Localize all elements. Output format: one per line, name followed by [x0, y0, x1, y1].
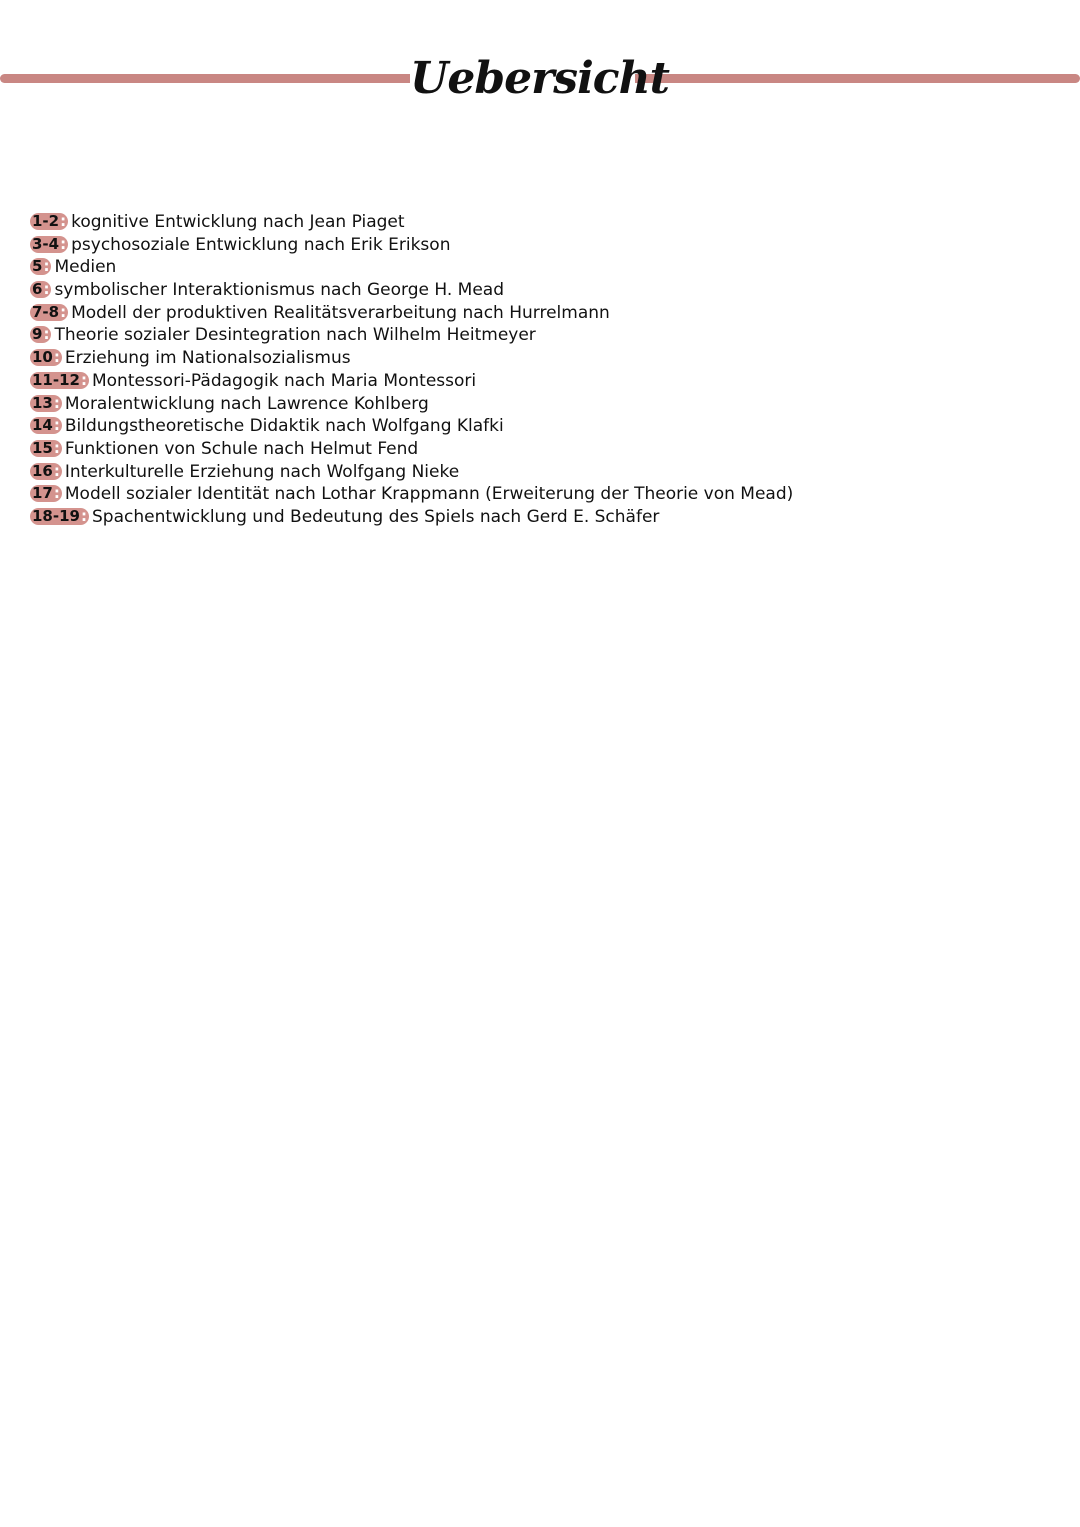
toc-topic: Spachentwicklung und Bedeutung des Spiels nach Gerd E. Schäfer [91, 506, 660, 527]
toc-topic: Interkulturelle Erziehung nach Wolfgang Nieke [64, 461, 460, 482]
toc-topic: Medien [54, 257, 117, 278]
toc-item [30, 461, 1030, 484]
page-title: Uebersicht [410, 53, 669, 104]
toc-item [30, 279, 1030, 302]
toc-topic: Montessori-Pädagogik nach Maria Montessori [91, 370, 477, 391]
toc-topic: Funktionen von Schule nach Helmut Fend [64, 438, 419, 459]
toc-topic: Theorie sozialer Desintegration nach Wilhelm Heitmeyer [54, 325, 536, 346]
toc-item [30, 506, 1030, 529]
toc-topic: symbolischer Interaktionismus nach George H. Mead [54, 280, 505, 301]
page-range-badge: 14 : [30, 417, 62, 434]
page-range-badge: 16 : [30, 463, 62, 480]
toc-item [30, 234, 1030, 257]
page-range-badge: 15 : [30, 440, 62, 457]
toc-topic: Moralentwicklung nach Lawrence Kohlberg [64, 393, 429, 414]
page-range-badge: 6 : [30, 281, 51, 298]
toc-item [30, 415, 1030, 438]
page-range-badge: 11-12 : [30, 372, 89, 389]
page-range-badge: 13 : [30, 395, 62, 412]
toc-item [30, 347, 1030, 370]
page-range-badge: 1-2 : [30, 213, 68, 230]
title-container [410, 48, 669, 110]
toc-topic: Modell der produktiven Realitätsverarbeitung nach Hurrelmann [71, 302, 610, 323]
toc-item [30, 370, 1030, 393]
page-range-badge: 10 : [30, 349, 62, 366]
toc-topic: Bildungstheoretische Didaktik nach Wolfgang Klafki [64, 416, 504, 437]
page-range-badge: 18-19 : [30, 508, 89, 525]
toc-topic: kognitive Entwicklung nach Jean Piaget [71, 212, 405, 232]
page-range-badge: 3-4 : [30, 236, 68, 253]
toc-item [30, 211, 1030, 234]
toc-item [30, 393, 1030, 416]
page-range-badge: 17 : [30, 485, 62, 502]
toc-topic: psychosoziale Entwicklung nach Erik Erikson [71, 234, 451, 255]
table-of-contents [30, 211, 1030, 529]
toc-item [30, 324, 1030, 347]
page-range-badge: 5 : [30, 258, 51, 275]
toc-item [30, 302, 1030, 325]
page-range-badge: 9 : [30, 326, 51, 343]
toc-item [30, 483, 1030, 506]
toc-topic: Modell sozialer Identität nach Lothar Krappmann (Erweiterung der Theorie von Mead) [64, 484, 794, 505]
toc-item [30, 438, 1030, 461]
page-range-badge: 7-8 : [30, 304, 68, 321]
toc-item [30, 256, 1030, 279]
toc-topic: Erziehung im Nationalsozialismus [64, 348, 351, 369]
